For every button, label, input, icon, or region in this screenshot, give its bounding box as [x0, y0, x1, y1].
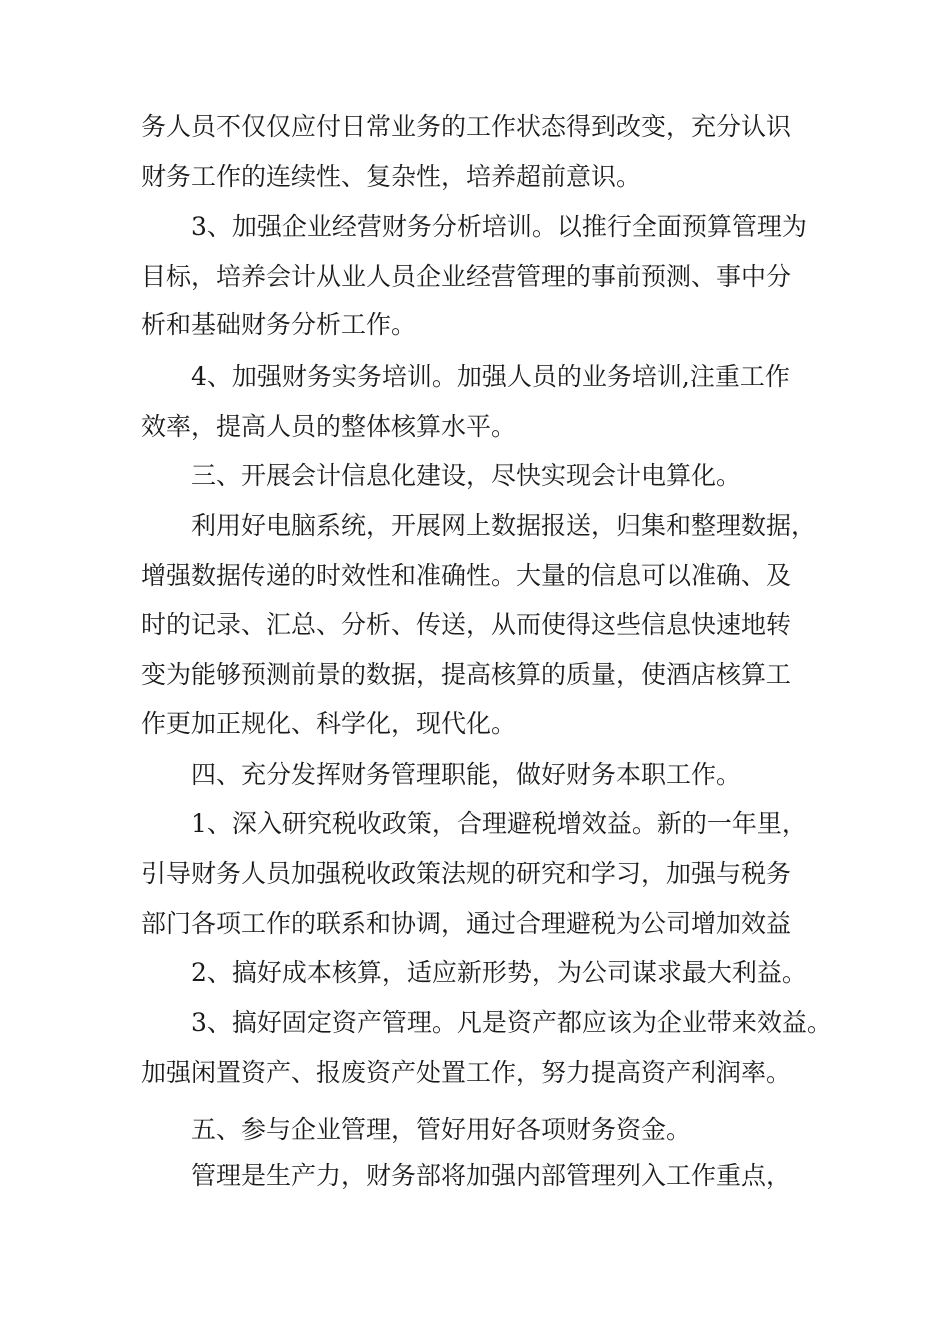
section-heading: 四、充分发挥财务管理职能，做好财务本职工作。: [191, 760, 742, 789]
section-heading: 五、参与企业管理，管好用好各项财务资金。: [191, 1115, 692, 1144]
section-heading: 三、开展会计信息化建设，尽快实现会计电算化。: [191, 461, 742, 490]
text-line: 加强闲置资产、报废资产处置工作，努力提高资产利润率。: [141, 1058, 792, 1087]
text-line: 增强数据传递的时效性和准确性。大量的信息可以准确、及: [141, 561, 792, 590]
paragraph-start: 4、加强财务实务培训。加强人员的业务培训,注重工作: [191, 362, 790, 391]
text-line: 时的记录、汇总、分析、传送，从而使得这些信息快速地转: [141, 610, 792, 639]
paragraph-start: 1、深入研究税收政策，合理避税增效益。新的一年里，: [191, 809, 807, 838]
paragraph-start: 3、加强企业经营财务分析培训。以推行全面预算管理为: [191, 212, 807, 241]
text-line: 析和基础财务分析工作。: [141, 310, 417, 339]
text-line: 变为能够预测前景的数据，提高核算的质量，使酒店核算工: [141, 660, 792, 689]
paragraph-start: 管理是生产力，财务部将加强内部管理列入工作重点，: [191, 1161, 792, 1190]
paragraph-start: 3、搞好固定资产管理。凡是资产都应该为企业带来效益。: [191, 1008, 832, 1037]
text-line: 作更加正规化、科学化，现代化。: [141, 709, 517, 738]
text-line: 效率，提高人员的整体核算水平。: [141, 412, 517, 441]
text-line: 目标，培养会计从业人员企业经营管理的事前预测、事中分: [141, 262, 792, 291]
text-line: 引导财务人员加强税收政策法规的研究和学习，加强与税务: [141, 859, 792, 888]
paragraph-start: 利用好电脑系统，开展网上数据报送，归集和整理数据，: [191, 511, 817, 540]
text-line: 财务工作的连续性、复杂性，培养超前意识。: [141, 162, 642, 191]
text-line: 务人员不仅仅应付日常业务的工作状态得到改变，充分认识: [141, 112, 792, 141]
paragraph-start: 2、搞好成本核算，适应新形势，为公司谋求最大利益。: [191, 958, 807, 987]
text-line: 部门各项工作的联系和协调，通过合理避税为公司增加效益: [141, 909, 792, 938]
